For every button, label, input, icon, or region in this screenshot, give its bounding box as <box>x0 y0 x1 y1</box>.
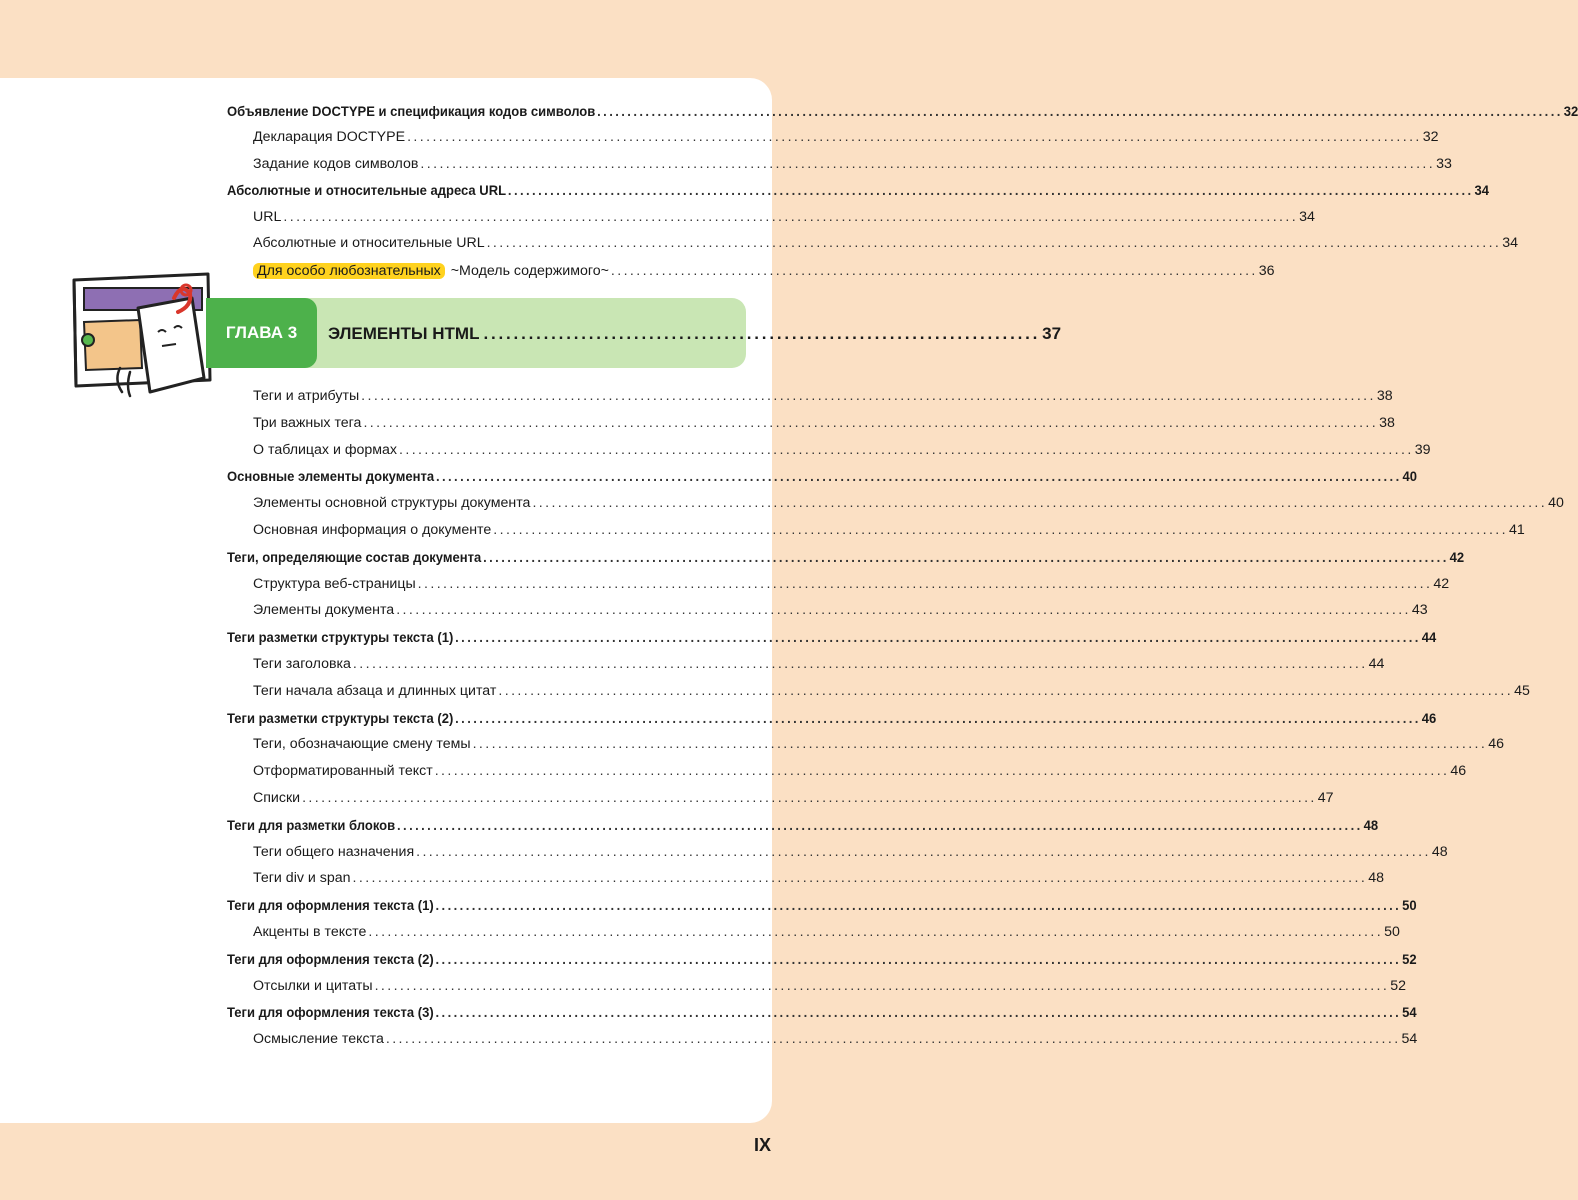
toc-page-number: 48 <box>1431 843 1448 860</box>
toc-entry-label: Акценты в тексте <box>253 924 367 940</box>
toc-entry-label: Теги для оформления текста (1) <box>227 897 434 914</box>
toc-page-number: 50 <box>1402 897 1417 914</box>
chapter-tab[interactable]: ГЛАВА 3 <box>206 298 317 368</box>
toc-entry-label: URL <box>253 208 282 225</box>
toc-page-number: 34 <box>1299 208 1315 225</box>
toc-section-entry[interactable] <box>227 626 1437 648</box>
leader-dots: ................................................................................................................................................................ <box>483 548 1449 565</box>
toc-page-number: 38 <box>1379 414 1395 431</box>
toc-entry-label: Элементы документа <box>253 602 395 619</box>
toc-entry-label: Основная информация о документе <box>253 522 492 538</box>
toc-page-number: 38 <box>1376 388 1393 404</box>
toc-entry-label: Теги, обозначающие смену темы <box>253 736 471 753</box>
toc-page-number: 34 <box>1502 235 1519 251</box>
toc-entry-label: Осмысление текста <box>253 1031 384 1048</box>
toc-subentry[interactable] <box>253 385 1393 407</box>
toc-page-number: 44 <box>1421 629 1437 646</box>
leader-dots: ................................................................................................................................................................ <box>435 897 1402 914</box>
toc-subentry[interactable] <box>253 492 1564 514</box>
toc-page-number: 43 <box>1411 602 1428 619</box>
toc-entry-label: Отформатированный текст <box>253 763 433 780</box>
toc-entry-label: Для особо любознательных ~Модель содержимого~ <box>253 260 609 282</box>
toc-entry-label: Отсылки и цитаты <box>253 977 373 994</box>
toc-entry-label: Теги и атрибуты <box>253 388 360 404</box>
toc-page-number: 40 <box>1548 495 1564 512</box>
toc-page-number: 42 <box>1433 575 1450 592</box>
leader-dots: ................................................................................................................................................................ <box>493 522 1508 538</box>
toc-subentry[interactable] <box>253 1028 1418 1050</box>
toc-entry-label: Три важных тега <box>253 414 362 431</box>
toc-subentry[interactable] <box>253 232 1519 254</box>
leader-dots: .......................................................................... <box>483 324 1041 343</box>
toc-subentry[interactable] <box>253 787 1334 809</box>
toc-entry-label: Теги разметки структуры текста (1) <box>227 629 454 646</box>
leader-dots: ................................................................................................................................................................ <box>435 950 1402 967</box>
toc-entry-label: Теги div и span <box>253 870 351 887</box>
toc-page-number: 32 <box>1563 103 1578 119</box>
leader-dots: ................................................................................................................................................................ <box>416 843 1431 860</box>
toc-section-entry[interactable] <box>227 100 1578 122</box>
toc-page-number: 44 <box>1368 656 1385 672</box>
toc-entry-label: О таблицах и формах <box>253 441 398 458</box>
leader-dots: ................................................................................................................................................................ <box>532 495 1548 512</box>
leader-dots: ................................................................................................................................................................ <box>352 656 1368 672</box>
toc-section-entry[interactable] <box>227 179 1489 201</box>
toc-page-number: 47 <box>1317 790 1334 806</box>
toc-page-number: 45 <box>1514 682 1530 699</box>
toc-subentry[interactable] <box>253 653 1385 675</box>
toc-page-number: 46 <box>1421 709 1437 726</box>
leader-dots: ................................................................................................................................................................ <box>435 1004 1402 1021</box>
leader-dots: ................................................................................................................................................................ <box>498 682 1514 699</box>
toc-subentry[interactable] <box>253 206 1315 228</box>
toc-page-number: 40 <box>1402 468 1418 485</box>
toc-page-number: 52 <box>1390 977 1407 994</box>
toc-entry-label: Теги для разметки блоков <box>227 816 396 833</box>
toc-section-entry[interactable] <box>227 1001 1417 1023</box>
leader-dots: ................................................................................................................................................................ <box>396 602 1411 619</box>
toc-entry-label: Теги заголовка <box>253 656 351 672</box>
toc-subentry[interactable] <box>253 841 1448 863</box>
leader-dots: ...................................................................................................... <box>610 263 1258 279</box>
toc-page-number: 52 <box>1402 950 1417 967</box>
toc-page-number: 34 <box>1474 182 1489 199</box>
toc-page-number: 41 <box>1508 522 1525 538</box>
chapter-title: ЭЛЕМЕНТЫ HTML <box>328 324 480 343</box>
toc-page-number: 50 <box>1384 924 1400 940</box>
toc-entry-label: Теги разметки структуры текста (2) <box>227 709 454 726</box>
leader-dots: ................................................................................................................................................................ <box>399 441 1414 458</box>
leader-dots: ................................................................................................................................................................ <box>435 468 1402 485</box>
toc-subentry[interactable] <box>253 921 1400 943</box>
toc-subentry[interactable] <box>253 412 1395 434</box>
toc-subentry[interactable] <box>253 733 1505 755</box>
toc-page-number: 39 <box>1414 441 1431 458</box>
chapter-page-number: 37 <box>1042 324 1062 343</box>
leader-dots: ................................................................................................................................................................ <box>455 629 1421 646</box>
toc-entry-label: Декларация DOCTYPE <box>253 129 406 146</box>
leader-dots: ................................................................................................................................................................ <box>385 1031 1401 1048</box>
toc-entry-label: Объявление DOCTYPE и спецификация кодов символов <box>227 103 596 119</box>
toc-subentry[interactable] <box>253 126 1439 148</box>
leader-dots: ................................................................................................................................................................ <box>597 103 1563 119</box>
toc-entry-label: Теги, определяющие состав документа <box>227 548 482 565</box>
toc-subentry[interactable] <box>253 680 1530 702</box>
toc-section-entry[interactable] <box>227 546 1465 568</box>
toc-page-number: 33 <box>1436 155 1452 172</box>
web-page-drawing-icon <box>70 268 220 408</box>
toc-subentry[interactable] <box>253 867 1384 889</box>
toc-page-number: 42 <box>1449 548 1465 565</box>
leader-dots: ................................................................................................................................................................ <box>407 129 1422 146</box>
page-number: IX <box>753 1135 771 1155</box>
curious-badge: Для особо любознательных <box>253 263 445 279</box>
toc-entry-label: Структура веб-страницы <box>253 575 416 592</box>
toc-page-number: 48 <box>1368 870 1384 887</box>
toc-section-entry[interactable] <box>227 948 1417 970</box>
toc-page-number: 36 <box>1258 263 1275 279</box>
toc-section-entry[interactable] <box>227 465 1418 487</box>
toc-entry-label: Теги для оформления текста (2) <box>227 950 434 967</box>
leader-dots: ................................................................................................................................................................ <box>302 790 1317 806</box>
toc-page-number: 54 <box>1401 1031 1418 1048</box>
leader-dots: ................................................................................................................................................................ <box>486 235 1502 251</box>
chapter-title-row[interactable] <box>328 322 1062 346</box>
leader-dots: ................................................................................................................................................................ <box>363 414 1379 431</box>
toc-page-number: 32 <box>1422 129 1439 146</box>
toc-page-number: 54 <box>1402 1004 1417 1021</box>
toc-page-number: 48 <box>1363 816 1379 833</box>
leader-dots: ................................................................................................................................................................ <box>434 763 1450 780</box>
toc-subentry[interactable] <box>253 760 1467 782</box>
toc-subentry[interactable] <box>253 153 1452 175</box>
toc-section-entry[interactable] <box>227 894 1417 916</box>
toc-entry-label: Основные элементы документа <box>227 468 435 485</box>
toc-entry-label: Элементы основной структуры документа <box>253 495 531 512</box>
toc-subentry[interactable] <box>253 573 1450 595</box>
toc-page-number: 46 <box>1488 736 1505 753</box>
toc-page-number: 46 <box>1450 763 1467 780</box>
leader-dots: ................................................................................................................................................................ <box>361 388 1376 404</box>
toc-section-entry[interactable] <box>227 707 1437 729</box>
leader-dots: ................................................................................................................................................................ <box>374 977 1390 994</box>
leader-dots: ................................................................................................................................................................ <box>455 709 1421 726</box>
leader-dots: ................................................................................................................................................................ <box>472 736 1488 753</box>
leader-dots: ................................................................................................................................................................ <box>352 870 1368 887</box>
leader-dots: ................................................................................................................................................................ <box>283 208 1299 225</box>
toc-section-entry[interactable] <box>227 814 1379 836</box>
toc-entry-label: Теги начала абзаца и длинных цитат <box>253 682 497 699</box>
toc-entry-label: Абсолютные и относительные URL <box>253 235 485 251</box>
toc-subentry[interactable] <box>253 519 1525 541</box>
toc-entry-label: Абсолютные и относительные адреса URL <box>227 182 507 199</box>
leader-dots: ................................................................................................................................................................ <box>507 182 1474 199</box>
toc-entry-label: Задание кодов символов <box>253 155 419 172</box>
toc-entry-label: Списки <box>253 790 301 806</box>
leader-dots: ................................................................................................................................................................ <box>397 816 1363 833</box>
leader-dots: ................................................................................................................................................................ <box>368 924 1384 940</box>
leader-dots: ................................................................................................................................................................ <box>420 155 1436 172</box>
toc-subentry[interactable] <box>253 439 1431 461</box>
toc-entry-label: Теги для оформления текста (3) <box>227 1004 434 1021</box>
toc-entry-label: Теги общего назначения <box>253 843 415 860</box>
leader-dots: ................................................................................................................................................................ <box>417 575 1433 592</box>
toc-subentry[interactable] <box>253 975 1407 997</box>
toc-subentry[interactable] <box>253 599 1428 621</box>
toc-entry-curious[interactable] <box>253 260 1275 282</box>
